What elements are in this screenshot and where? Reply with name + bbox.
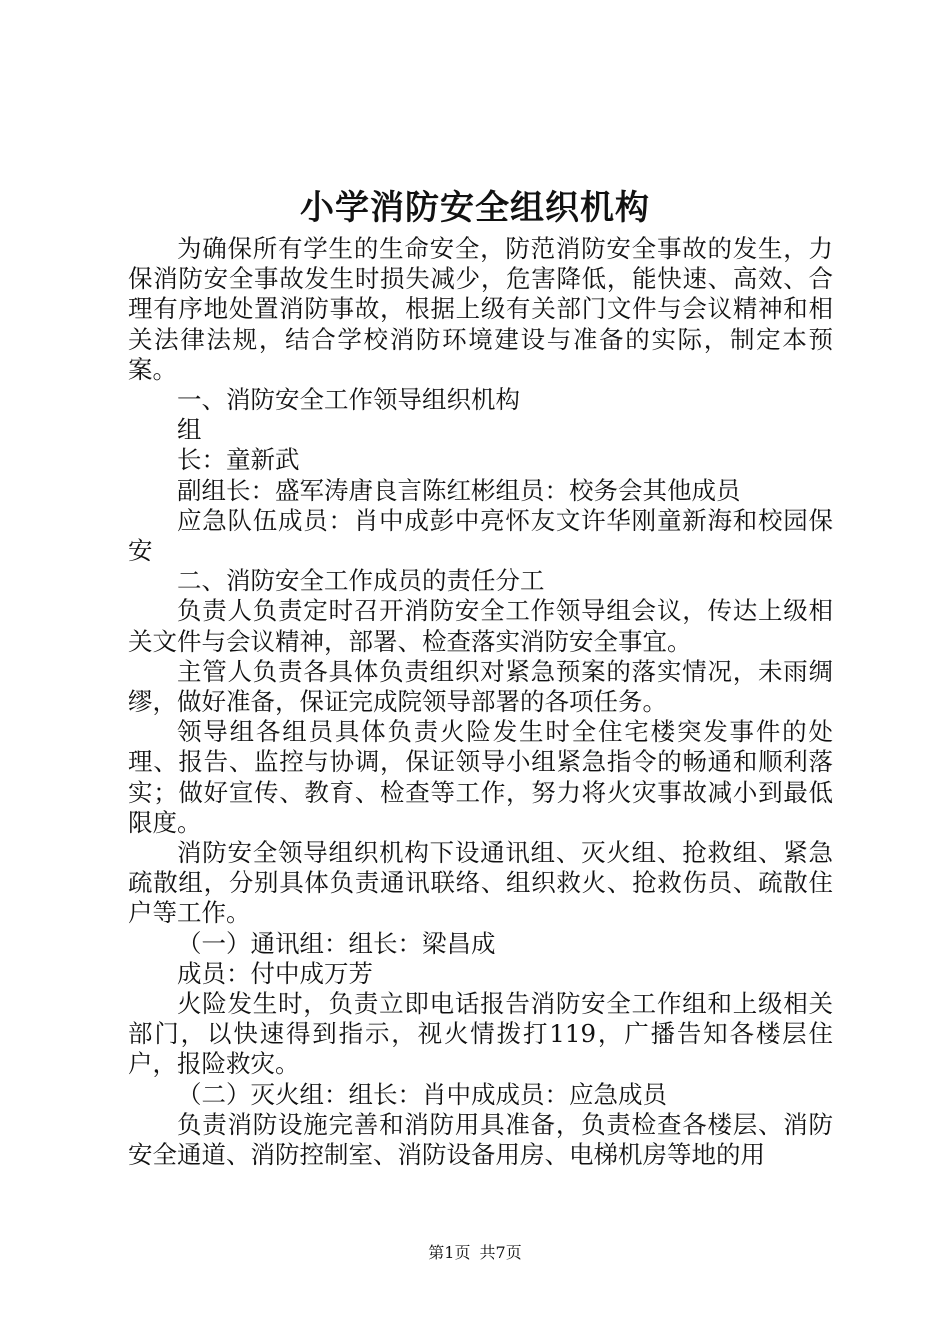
paragraph-supervisor: 主管人负责各具体负责组织对紧急预案的落实情况，未雨绸缪，做好准备，保证完成院领导部署的各项任务。 [128, 656, 833, 717]
subsection-heading-firefighting: （二）灭火组：组长：肖中成成员：应急成员 [177, 1079, 667, 1109]
paragraph-intro: 为确保所有学生的生命安全，防范消防安全事故的发生，力保消防安全事故发生时损失减少，危害降低，能快速、高效、合理有序地处置消防事故，根据上级有关部门文件与会议精神和相关法律法规，结合学校消防环境建设与准备的实际，制定本预案。 [128, 234, 833, 384]
paragraph-communication-duty: 火险发生时，负责立即电话报告消防安全工作组和上级相关部门，以快速得到指示，视火情拨打119，广播告知各楼层住户，报险救灾。 [128, 989, 833, 1079]
paragraph-communication-members: 成员：付中成万芳 [177, 958, 373, 988]
paragraph-group-leader: 长：童新武 [177, 445, 300, 475]
paragraph-responsible-person: 负责人负责定时召开消防安全工作领导组会议，传达上级相关文件与会议精神，部署、检查落实消防安全事宜。 [128, 596, 833, 656]
page-footer [0, 1242, 950, 1264]
paragraph-subgroups: 消防安全领导组织机构下设通讯组、灭火组、抢救组、紧急疏散组，分别具体负责通讯联络、组织救火、抢救伤员、疏散住户等工作。 [128, 838, 833, 928]
paragraph-group-members: 领导组各组员具体负责火险发生时全住宅楼突发事件的处理、报告、监控与协调，保证领导小组紧急指令的畅通和顺利落实；做好宣传、教育、检查等工作，努力将火灾事故减小到最低限度。 [128, 717, 833, 837]
paragraph-emergency-team: 应急队伍成员：肖中成彭中亮怀友文许华刚童新海和校园保安 [128, 505, 833, 566]
subsection-heading-communication: （一）通讯组：组长：梁昌成 [177, 928, 496, 958]
paragraph-deputy-leaders: 副组长：盛军涛唐良言陈红彬组员：校务会其他成员 [177, 475, 741, 505]
page-number: 第1页 [428, 1243, 471, 1262]
section-heading-2: 二、消防安全工作成员的责任分工 [177, 566, 545, 596]
document-title: 小学消防安全组织机构 [300, 188, 650, 228]
page-total: 共7页 [479, 1243, 522, 1262]
paragraph-firefighting-duty: 负责消防设施完善和消防用具准备，负责检查各楼层、消防安全通道、消防控制室、消防设备用房、电梯机房等地的用 [128, 1109, 833, 1170]
document-body [128, 234, 833, 1170]
section-heading-1: 一、消防安全工作领导组织机构 [177, 385, 520, 415]
paragraph-group-fragment: 组 [177, 415, 202, 445]
